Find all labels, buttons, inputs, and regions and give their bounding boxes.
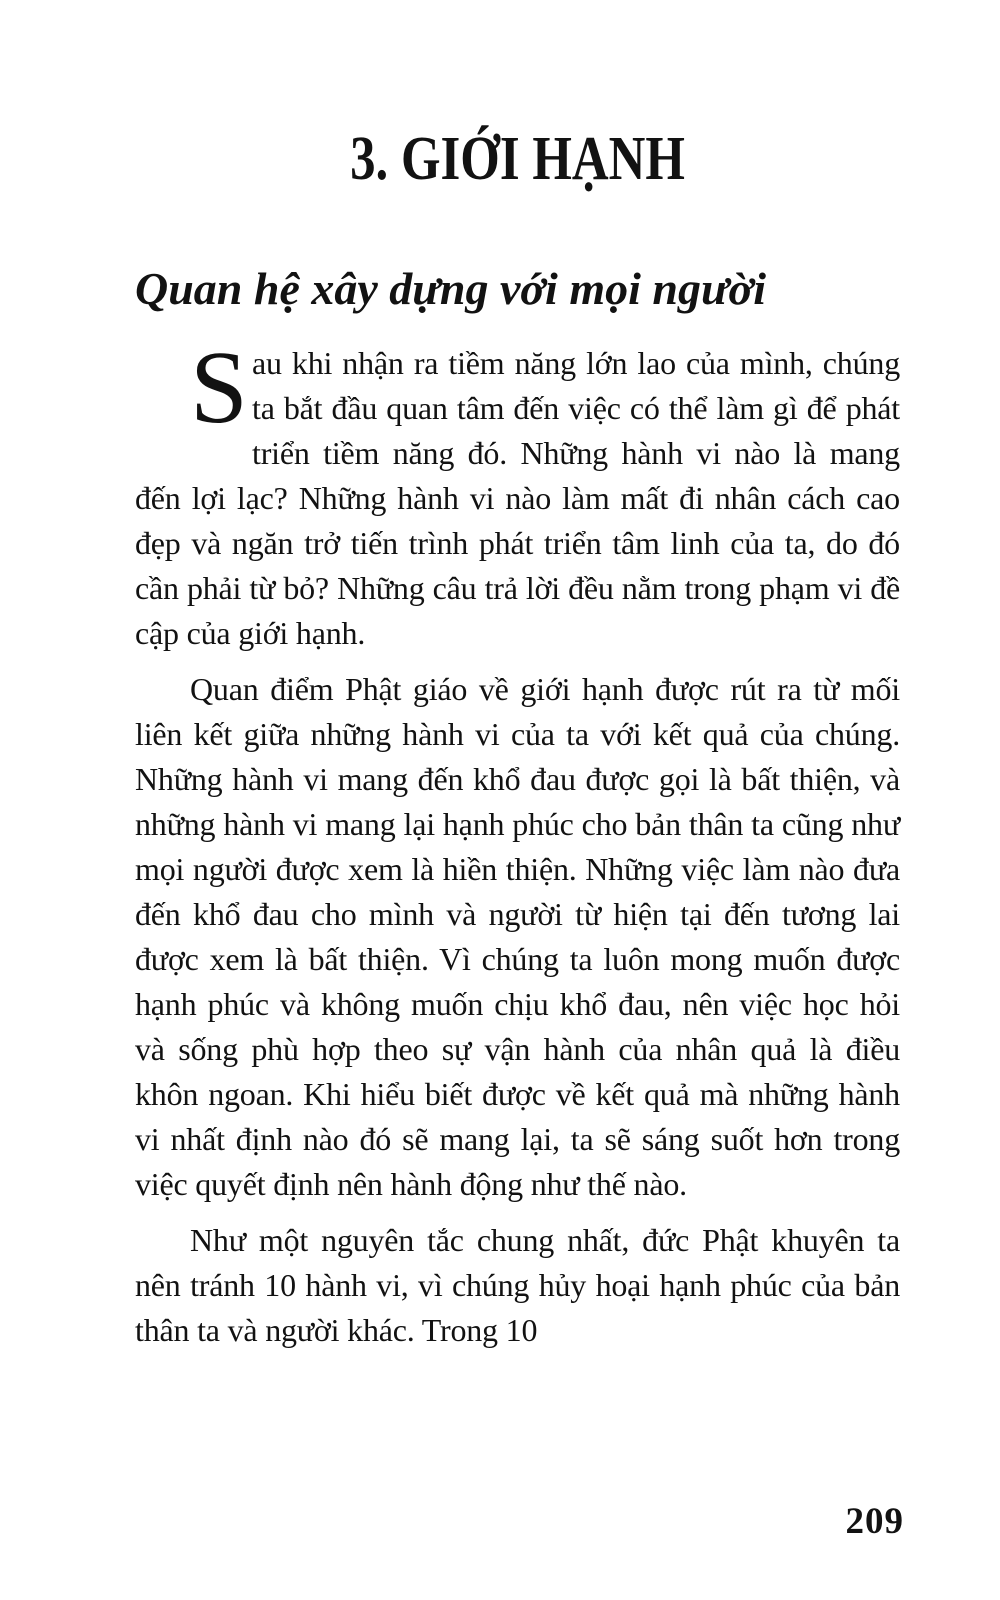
drop-cap: S	[190, 329, 248, 445]
paragraph-1-text: au khi nhận ra tiềm năng lớn lao của mình, chúng ta bắt đầu quan tâm đến việc có thể làm gì để phát triển tiềm năng đó. Những hành vi nào là mang đến lợi lạc? Những hành vi nào làm mất đi nhân cách cao đẹp và ngăn trở tiến trình phát triển tâm linh của ta, do đó cần phải từ bỏ? Những câu trả lời đều nằm trong phạm vi đề cập của giới hạnh.	[135, 344, 900, 651]
paragraph-3: Như một nguyên tắc chung nhất, đức Phật khuyên ta nên tránh 10 hành vi, vì chúng hủy hoại hạnh phúc của bản thân ta và người khác. Trong 10	[135, 1221, 900, 1348]
page-number: 209	[845, 1501, 904, 1542]
paragraph-1	[135, 329, 900, 656]
section-title: Quan hệ xây dựng với mọi người	[135, 263, 766, 314]
chapter-title: 3. GIỚI HẠNH	[350, 125, 685, 193]
paragraph-2: Quan điểm Phật giáo về giới hạnh được rút ra từ mối liên kết giữa những hành vi của ta với kết quả của chúng. Những hành vi mang đến khổ đau được gọi là bất thiện, và những hành vi mang lại hạnh phúc cho bản thân ta cũng như mọi người được xem là hiền thiện. Những việc làm nào đưa đến khổ đau cho mình và người từ hiện tại đến tương lai được xem là bất thiện. Vì chúng ta luôn mong muốn được hạnh phúc và không muốn chịu khổ đau, nên việc học hỏi và sống phù hợp theo sự vận hành của nhân quả là điều khôn ngoan. Khi hiểu biết được về kết quả mà những hành vi nhất định nào đó sẽ mang lại, ta sẽ sáng suốt hơn trong việc quyết định nên hành động như thế nào.	[135, 670, 900, 1202]
